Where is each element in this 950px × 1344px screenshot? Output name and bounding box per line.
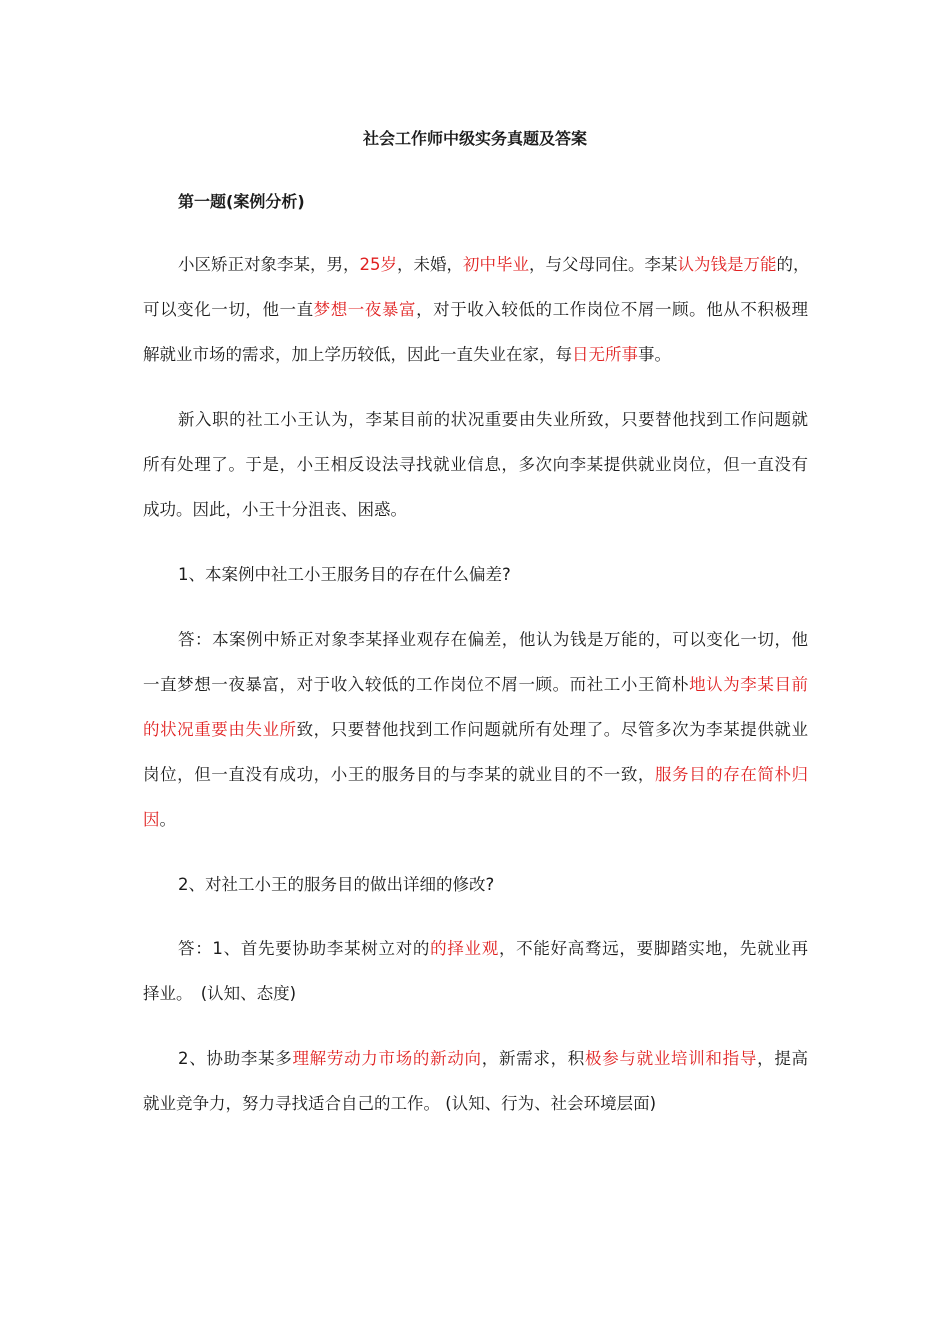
text-line: 2、协助李某多理解劳动力市场的新动向，新需求，积极参与就业培训和指导，提高	[178, 1049, 809, 1068]
document-title: 社会工作师中级实务真题及答案	[362, 129, 587, 148]
text-line: 成功。因此，小王十分沮丧、困惑。	[143, 500, 407, 519]
question-1: 1、本案例中社工小王服务目的存在什么偏差?	[178, 565, 511, 584]
text-line: 新入职的社工小王认为，李某目前的状况重要由失业所致，只要替他找到工作问题就	[178, 410, 808, 429]
text-line: 答：本案例中矫正对象李某择业观存在偏差，他认为钱是万能的，可以变化一切，他	[178, 630, 808, 649]
text-line: 择业。 (认知、态度)	[143, 984, 297, 1003]
text-line: 的状况重要由失业所致，只要替他找到工作问题就所有处理了。尽管多次为李某提供就业	[143, 720, 809, 739]
text-line: 解就业市场的需求，加上学历较低，因此一直失业在家，每日无所事事。	[143, 345, 671, 364]
text-line: 因。	[143, 810, 176, 829]
question-heading: 第一题(案例分析)	[178, 192, 305, 211]
text-line: 答：1、首先要协助李某树立对的的择业观，不能好高骛远，要脚踏实地，先就业再	[178, 939, 809, 958]
text-line: 一直梦想一夜暴富，对于收入较低的工作岗位不屑一顾。而社工小王简朴地认为李某目前	[143, 675, 809, 694]
text-line: 所有处理了。于是，小王相反设法寻找就业信息，多次向李某提供就业岗位，但一直没有	[143, 455, 808, 474]
question-2: 2、对社工小王的服务目的做出详细的修改?	[178, 875, 495, 894]
text-line: 小区矫正对象李某，男，25岁，未婚，初中毕业，与父母同住。李某认为钱是万能的，	[178, 255, 810, 274]
text-line: 就业竞争力，努力寻找适合自己的工作。 (认知、行为、社会环境层面)	[143, 1094, 657, 1113]
text-line: 岗位，但一直没有成功，小王的服务目的与李某的就业目的不一致，服务目的存在简朴归	[143, 765, 809, 784]
text-line: 可以变化一切，他一直梦想一夜暴富，对于收入较低的工作岗位不屑一顾。他从不积极理	[143, 300, 809, 319]
